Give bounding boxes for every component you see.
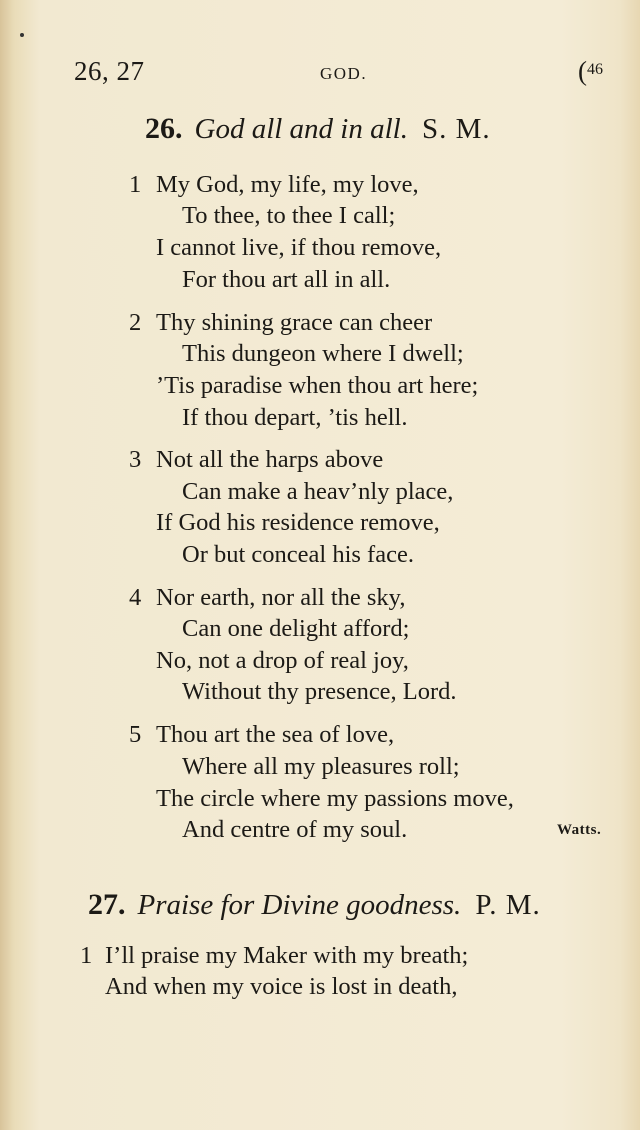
verse-line: The circle where my passions move,: [156, 785, 514, 812]
verse-line: This dungeon where I dwell;: [182, 340, 464, 367]
page-number: ($^{46}$: [578, 56, 603, 86]
author-attribution: Watts.: [557, 822, 602, 838]
verse-line: For thou art all in all.: [182, 266, 391, 293]
verse-number: 4: [129, 584, 142, 611]
verse-line: My God, my life, my love,: [156, 171, 419, 198]
verse-line: Can one delight afford;: [182, 615, 410, 642]
hymn-range: 26, 27: [74, 56, 145, 86]
hymn-name: God all and in all.: [194, 113, 408, 145]
verse-line: Or but conceal his face.: [182, 541, 414, 568]
verse-number: 2: [129, 309, 142, 336]
verse-number: 1: [129, 171, 142, 198]
verse-line: If God his residence remove,: [156, 509, 440, 536]
verse-line: No, not a drop of real joy,: [156, 647, 409, 674]
hymn-meter: S. M.: [421, 113, 491, 145]
verse-line: Thou art the sea of love,: [156, 721, 395, 748]
verse-line: Can make a heav’nly place,: [182, 478, 454, 505]
verse-line: And when my voice is lost in death,: [105, 973, 458, 1000]
ink-speck: [20, 33, 24, 37]
verse-line: Not all the harps above: [156, 446, 384, 473]
verse-number: 5: [129, 721, 142, 748]
verse-line: To thee, to thee I call;: [182, 202, 396, 229]
hymn-meter: P. M.: [475, 889, 541, 921]
hymn-26-title: [145, 112, 491, 146]
verse-line: I’ll praise my Maker with my breath;: [105, 942, 469, 969]
running-title: GOD.: [320, 64, 368, 83]
hymn-number: 27.: [88, 888, 126, 921]
verse-line: If thou depart, ’tis hell.: [182, 404, 408, 431]
verse-number: 1: [80, 942, 93, 969]
hymn-27-title: [88, 888, 541, 922]
verse-line: Without thy presence, Lord.: [182, 678, 457, 705]
page-header: [0, 56, 640, 90]
verse-line: ’Tis paradise when thou art here;: [156, 372, 479, 399]
verse-line: And centre of my soul.: [182, 816, 408, 843]
verse-line: I cannot live, if thou remove,: [156, 234, 442, 261]
hymn-name: Praise for Divine goodness.: [137, 889, 462, 921]
verse-line: Thy shining grace can cheer: [156, 309, 433, 336]
verse-line: Where all my pleasures roll;: [182, 753, 460, 780]
hymn-number: 26.: [145, 112, 183, 145]
verse-number: 3: [129, 446, 142, 473]
verse-line: Nor earth, nor all the sky,: [156, 584, 406, 611]
